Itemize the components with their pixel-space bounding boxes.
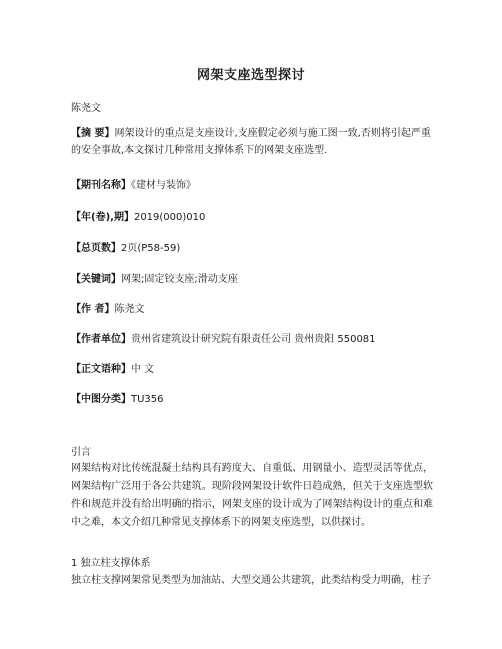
field-language <box>71 361 433 378</box>
field-journal-label: 【期刊名称】 <box>71 180 131 191</box>
field-unit-label: 【作者单位】 <box>71 334 131 345</box>
abstract-label: 【摘 要】 <box>71 128 115 139</box>
field-classification <box>71 391 433 408</box>
field-keywords <box>71 271 433 288</box>
intro-heading: 引言 <box>71 447 91 458</box>
section-1-heading: 1 独立柱支撑体系 <box>71 558 151 569</box>
field-author-label: 【作 者】 <box>71 304 115 315</box>
author-name: 陈尧文 <box>71 103 101 114</box>
abstract-text: 网架设计的重点是支座设计,支座假定必须与施工图一致,否则将引起严重的安全事故,本文探讨几种常用支撑体系下的网架支座选型. <box>71 128 431 156</box>
field-year-value: 2019(000)010 <box>133 212 206 223</box>
field-year <box>71 209 433 226</box>
field-author-value: 陈尧文 <box>114 304 145 315</box>
field-journal <box>71 177 433 194</box>
page-title: 网架支座选型探讨 <box>196 68 305 83</box>
field-pages-label: 【总页数】 <box>71 243 121 254</box>
field-language-value: 中 文 <box>131 364 155 375</box>
field-unit <box>71 331 433 348</box>
field-classification-value: TU356 <box>131 394 164 405</box>
section-1-paragraph: 独立柱支撑网架常见类型为加油站、大型交通公共建筑，此类结构受力明确，柱子 <box>71 575 431 586</box>
field-unit-value: 贵州省建筑设计研究院有限责任公司 贵州贵阳 550081 <box>131 334 376 345</box>
field-keywords-label: 【关键词】 <box>71 274 121 285</box>
field-pages <box>71 240 433 257</box>
field-author <box>71 301 433 318</box>
field-classification-label: 【中图分类】 <box>71 394 131 405</box>
abstract <box>71 125 433 159</box>
intro-paragraph: 网架结构对比传统混凝土结构具有跨度大、自重低、用钢量小、造型灵活等优点，网架结构广泛用于各公共建筑。现阶段网架设计软件日趋成熟，但关于支座选型软件和规范并没有给出明确的指示，网架支座的设计成为了网架结构设计的重点和难中之难，本文介绍几种常见支撑体系下的网架支座选型，以供探讨。 <box>71 463 433 528</box>
field-language-label: 【正文语种】 <box>71 364 131 375</box>
field-pages-value: 2页(P58-59) <box>121 243 181 254</box>
field-keywords-value: 网架;固定铰支座;滑动支座 <box>121 274 238 285</box>
field-journal-value: 《建材与装饰》 <box>131 180 196 191</box>
field-year-label: 【年(卷),期】 <box>71 212 134 223</box>
